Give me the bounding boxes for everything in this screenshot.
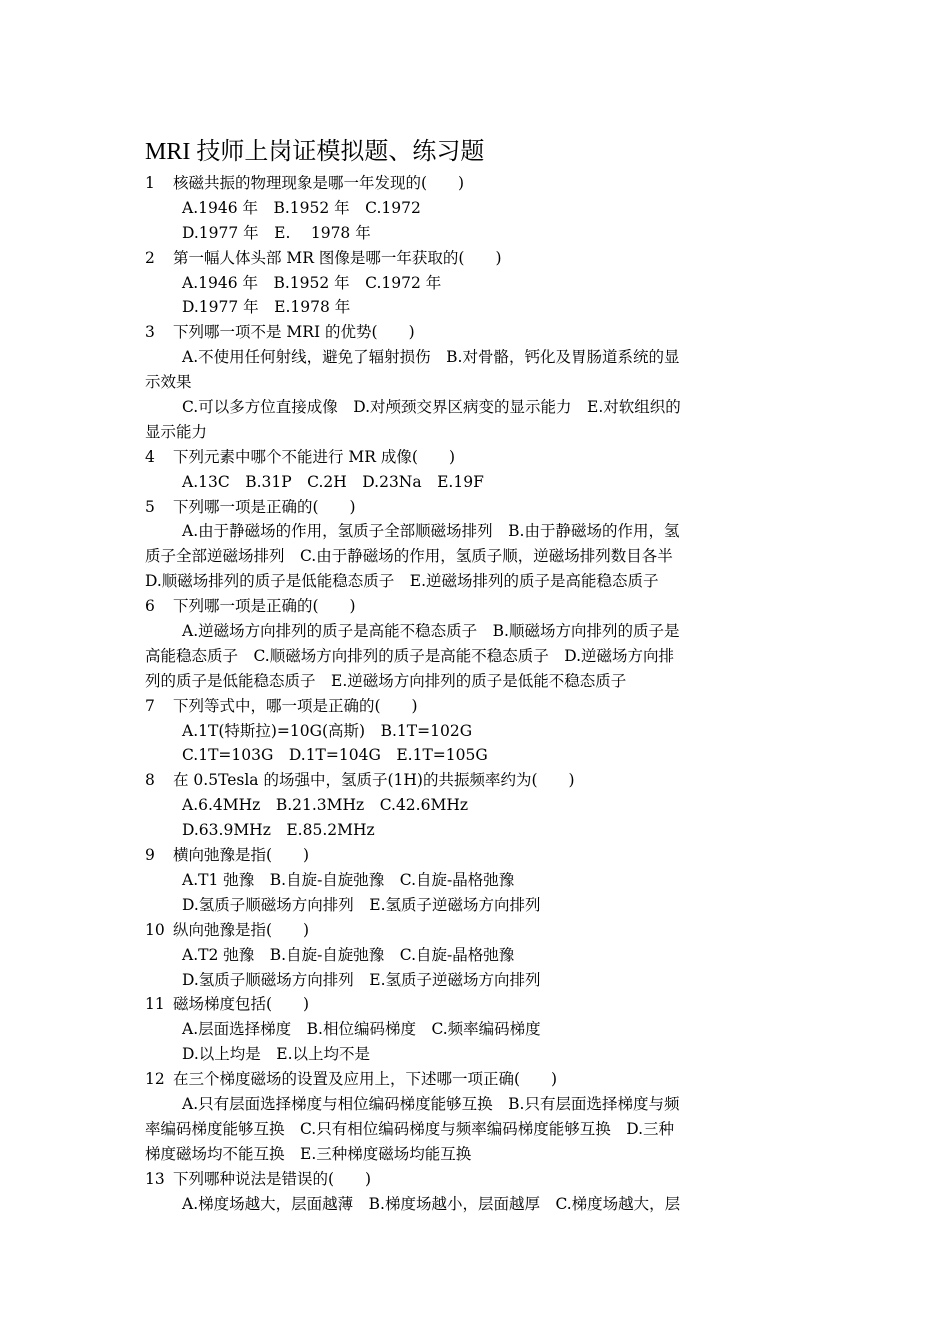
question-text: 下列哪一项不是 MRI 的优势( ) — [173, 323, 415, 342]
answer-options-line: D.1977 年 E.1978 年 — [182, 298, 351, 317]
question-text: 下列元素中哪个不能进行 MR 成像( ) — [173, 447, 455, 466]
question-number: 1 — [145, 174, 155, 192]
question-text: 下列哪一项是正确的( ) — [173, 497, 356, 516]
question-text: 下列等式中，哪一项是正确的( ) — [173, 696, 418, 715]
question-line — [145, 992, 800, 1017]
wrapped-text-line: 梯度磁场均不能互换 E.三种梯度磁场均能互换 — [145, 1144, 472, 1163]
question-number: 13 — [145, 1169, 165, 1188]
answer-options-line: A.T2 弛豫 B.自旋-自旋弛豫 C.自旋-晶格弛豫 — [182, 945, 515, 964]
answer-options-line: D.氢质子顺磁场方向排列 E.氢质子逆磁场方向排列 — [182, 970, 541, 989]
question-line — [145, 918, 800, 943]
document-title: MRI 技师上岗证模拟题、练习题 — [145, 139, 485, 165]
answer-options-line: D.以上均是 E.以上均不是 — [182, 1045, 371, 1064]
question-text: 磁场梯度包括( ) — [173, 995, 310, 1014]
question-text: 纵向弛豫是指( ) — [173, 920, 310, 939]
question-number: 8 — [145, 771, 155, 790]
answer-options-line: C.1T=103G D.1T=104G E.1T=105G — [182, 746, 488, 765]
answer-options-line: A.1946 年 B.1952 年 C.1972 年 — [182, 273, 442, 292]
answer-options-line: A.6.4MHz B.21.3MHz C.42.6MHz — [182, 796, 469, 815]
question-line — [145, 495, 800, 520]
question-number: 11 — [145, 995, 165, 1014]
document-content — [145, 135, 800, 1216]
question-line — [145, 768, 800, 793]
wrapped-text-line: 率编码梯度能够互换 C.只有相位编码梯度与频率编码梯度能够互换 D.三种 — [145, 1119, 675, 1138]
question-number: 7 — [145, 696, 155, 715]
question-line — [145, 445, 800, 470]
answer-options-line: A.1T(特斯拉)=10G(高斯) B.1T=102G — [182, 721, 473, 740]
question-line — [145, 594, 800, 619]
wrapped-text-line: 质子全部逆磁场排列 C.由于静磁场的作用，氢质子顺，逆磁场排列数目各半 — [145, 547, 673, 566]
question-text: 横向弛豫是指( ) — [173, 846, 310, 865]
question-text: 下列哪种说法是错误的( ) — [173, 1169, 372, 1188]
question-number: 3 — [145, 323, 155, 342]
question-line — [145, 694, 800, 719]
question-number: 2 — [145, 248, 155, 267]
wrapped-text-line: 高能稳态质子 C.顺磁场方向排列的质子是高能不稳态质子 D.逆磁场方向排 — [145, 646, 675, 665]
question-number: 6 — [145, 597, 155, 616]
wrapped-text-line: 列的质子是低能稳态质子 E.逆磁场方向排列的质子是低能不稳态质子 — [145, 671, 627, 690]
answer-options-line: A.由于静磁场的作用，氢质子全部顺磁场排列 B.由于静磁场的作用，氢 — [182, 522, 680, 541]
question-number: 10 — [145, 920, 165, 939]
question-text: 在 0.5Tesla 的场强中，氢质子(1H)的共振频率约为( ) — [173, 771, 575, 790]
question-line — [145, 1067, 800, 1092]
wrapped-text-line: D.顺磁场排列的质子是低能稳态质子 E.逆磁场排列的质子是高能稳态质子 — [145, 572, 659, 591]
question-text: 在三个梯度磁场的设置及应用上，下述哪一项正确( ) — [173, 1070, 558, 1089]
answer-options-line: D.63.9MHz E.85.2MHz — [182, 821, 375, 840]
question-number: 12 — [145, 1070, 165, 1089]
question-number: 9 — [145, 846, 155, 865]
answer-options-line: A.不使用任何射线，避免了辐射损伤 B.对骨骼，钙化及胃肠道系统的显 — [182, 348, 680, 367]
question-number: 5 — [145, 497, 155, 516]
question-text: 第一幅人体头部 MR 图像是哪一年获取的( ) — [173, 248, 502, 267]
question-number: 4 — [145, 447, 155, 466]
answer-options-line: A.1946 年 B.1952 年 C.1972 — [182, 198, 421, 217]
question-text: 下列哪一项是正确的( ) — [173, 597, 356, 616]
answer-options-line: A.层面选择梯度 B.相位编码梯度 C.频率编码梯度 — [182, 1020, 541, 1039]
answer-options-line: A.逆磁场方向排列的质子是高能不稳态质子 B.顺磁场方向排列的质子是 — [182, 622, 680, 641]
question-line — [145, 1167, 800, 1192]
question-text: 核磁共振的物理现象是哪一年发现的( ) — [173, 174, 465, 192]
wrapped-text-line: 示效果 — [145, 373, 192, 392]
answer-options-line: D.1977 年 E. 1978 年 — [182, 223, 371, 242]
answer-options-line: A.梯度场越大，层面越薄 B.梯度场越小，层面越厚 C.梯度场越大，层 — [182, 1194, 681, 1213]
answer-options-line: C.可以多方位直接成像 D.对颅颈交界区病变的显示能力 E.对软组织的 — [182, 398, 681, 417]
question-line — [145, 246, 800, 271]
answer-options-line: A.13C B.31P C.2H D.23Na E.19F — [182, 472, 484, 491]
answer-options-line: D.氢质子顺磁场方向排列 E.氢质子逆磁场方向排列 — [182, 895, 541, 914]
question-line — [145, 171, 800, 196]
answer-options-line: A.T1 弛豫 B.自旋-自旋弛豫 C.自旋-晶格弛豫 — [182, 870, 515, 889]
answer-options-line: A.只有层面选择梯度与相位编码梯度能够互换 B.只有层面选择梯度与频 — [182, 1094, 680, 1113]
question-line — [145, 843, 800, 868]
question-line — [145, 320, 800, 345]
question-list — [145, 171, 800, 1216]
wrapped-text-line: 显示能力 — [145, 422, 208, 441]
